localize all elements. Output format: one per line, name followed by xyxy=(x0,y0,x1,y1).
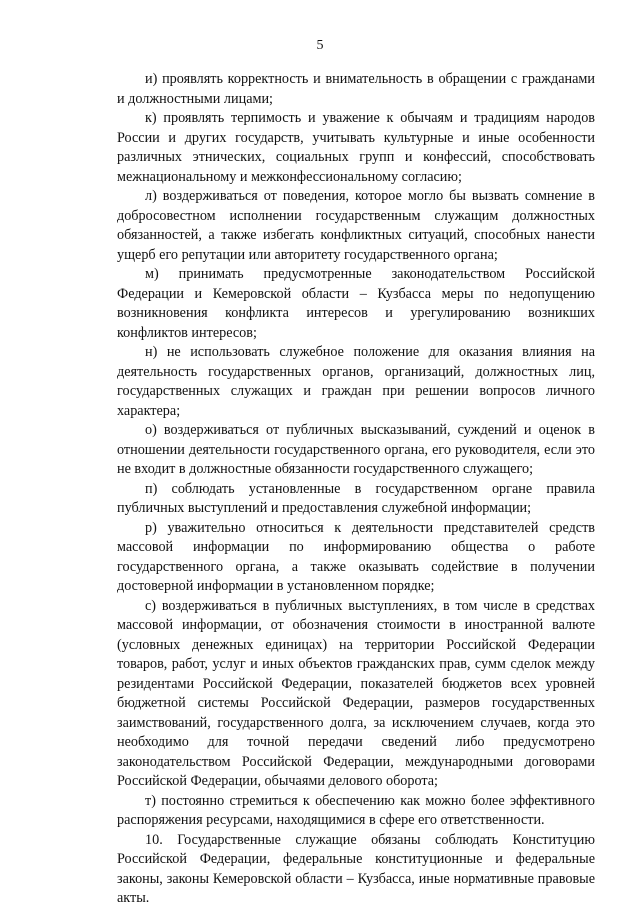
paragraph-10: 10. Государственные служащие обязаны соблюдать Конституцию Российской Федерации, федеральные конституционные и федеральные законы, законы Кемеровской области – Кузбасса, иные нормативные правовые акты. xyxy=(117,831,595,906)
document-body xyxy=(117,70,595,909)
paragraph-n: н) не использовать служебное положение для оказания влияния на деятельность государственных органов, организаций, должностных лиц, государственных служащих и граждан при решении вопросов личного характера; xyxy=(117,344,595,419)
paragraph-o: о) воздерживаться от публичных высказываний, суждений и оценок в отношении деятельности государственного органа, его руководителя, если это не входит в должностные обязанности государственного служащего; xyxy=(117,422,595,477)
paragraph-p: п) соблюдать установленные в государственном органе правила публичных выступлений и предоставления служебной информации; xyxy=(117,480,595,516)
paragraph-k: к) проявлять терпимость и уважение к обычаям и традициям народов России и других государств, учитывать культурные и иные особенности различных этнических, социальных групп и конфессий, способствовать межнациональному и межконфессиональному согласию; xyxy=(117,110,595,185)
page-number: 5 xyxy=(316,38,324,53)
paragraph-t: т) постоянно стремиться к обеспечению как можно более эффективного распоряжения ресурсами, находящимися в сфере его ответственности. xyxy=(117,792,595,828)
paragraph-i: и) проявлять корректность и внимательность в обращении с гражданами и должностными лицами; xyxy=(117,71,595,107)
paragraph-r: р) уважительно относиться к деятельности представителей средств массовой информации по информированию общества о работе государственного органа, а также оказывать содействие в получении достоверной информации в установленном порядке; xyxy=(117,519,595,594)
paragraph-m: м) принимать предусмотренные законодательством Российской Федерации и Кемеровской области – Кузбасса меры по недопущению возникновения конфликта интересов и урегулированию возникших конфликтов интересов; xyxy=(117,266,595,341)
paragraph-l: л) воздерживаться от поведения, которое могло бы вызвать сомнение в добросовестном исполнении государственным служащим должностных обязанностей, а также избегать конфликтных ситуаций, способных нанести ущерб его репутации или авторитету государственного органа; xyxy=(117,188,595,263)
paragraph-s: с) воздерживаться в публичных выступлениях, в том числе в средствах массовой информации, от обозначения стоимости в иностранной валюте (условных денежных единицах) на территории Российской Федерации товаров, работ, услуг и иных объектов гражданских прав, сумм сделок между резидентами Российской Федерации, показателей бюджетов всех уровней бюджетной системы Российской Федерации, размеров государственных заимствований, государственного долга, за исключением случаев, когда это необходимо для точной передачи сведений либо предусмотрено законодательством Российской Федерации, международными договорами Российской Федерации, обычаями делового оборота; xyxy=(117,597,595,789)
